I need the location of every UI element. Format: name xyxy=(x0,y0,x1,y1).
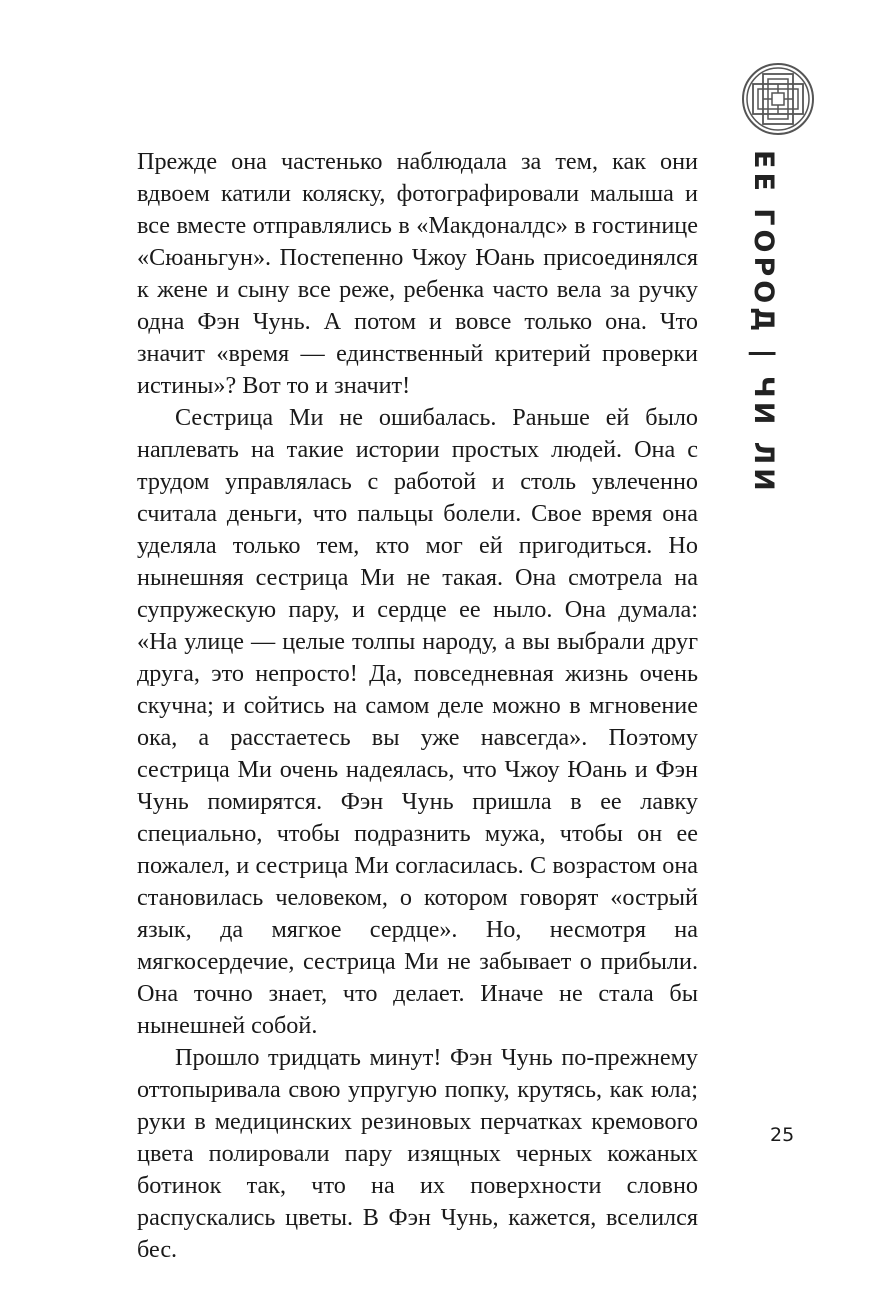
paragraph: Прошло тридцать минут! Фэн Чунь по-прежнему оттопыривала свою упругую попку, крутясь, как юла; руки в медицинских резиновых перчатках кремового цвета полировали пару изящных черных кожаных ботинок так, что на их поверхности словно распускались цветы. В Фэн Чунь, кажется, вселился бес. xyxy=(137,1044,698,1263)
running-head: ЕЕ ГОРОД | ЧИ ЛИ xyxy=(748,150,779,495)
paragraph: Сестрица Ми не ошибалась. Раньше ей было наплевать на такие истории простых людей. Она с трудом управлялась с работой и столь увлеченно считала деньги, что пальцы болели. Свое время она уделяла только тем, кто мог ей пригодиться. Но нынешняя сестрица Ми не такая. Она смотрела на супружескую пару, и сердце ее ныло. Она думала: «На улице — целые толпы народу, а вы выбрали друг друга, это непросто! Да, повседневная жизнь очень скучна; и сойтись на самом деле можно в мгновение ока, а расстаетесь вы уже навсегда». Поэтому сестрица Ми очень надеялась, что Чжоу Юань и Фэн Чунь помирятся. Фэн Чунь пришла в ее лавку специально, чтобы подразнить мужа, чтобы он ее пожалел, и сестрица Ми согласилась. С возрастом она становилась человеком, о котором говорят «острый язык, да мягкое сердце». Но, несмотря на мягкосердечие, сестрица Ми не забывает о прибыли. Она точно знает, что делает. Иначе не стала бы нынешней собой. xyxy=(137,404,698,1039)
page-number: 25 xyxy=(770,1124,795,1146)
paragraph: Прежде она частенько наблюдала за тем, как они вдвоем катили коляску, фотографировали малыша и все вместе отправлялись в «Макдоналдс» в гостинице «Сюаньгун». Постепенно Чжоу Юань присоединялся к жене и сыну все реже, ребенка часто вела за ручку одна Фэн Чунь. А потом и вовсе только она. Что значит «время — единственный критерий проверки истины»? Вот то и значит! xyxy=(137,148,698,399)
chinese-knot-ornament-icon xyxy=(741,62,815,136)
body-text xyxy=(137,146,698,1266)
